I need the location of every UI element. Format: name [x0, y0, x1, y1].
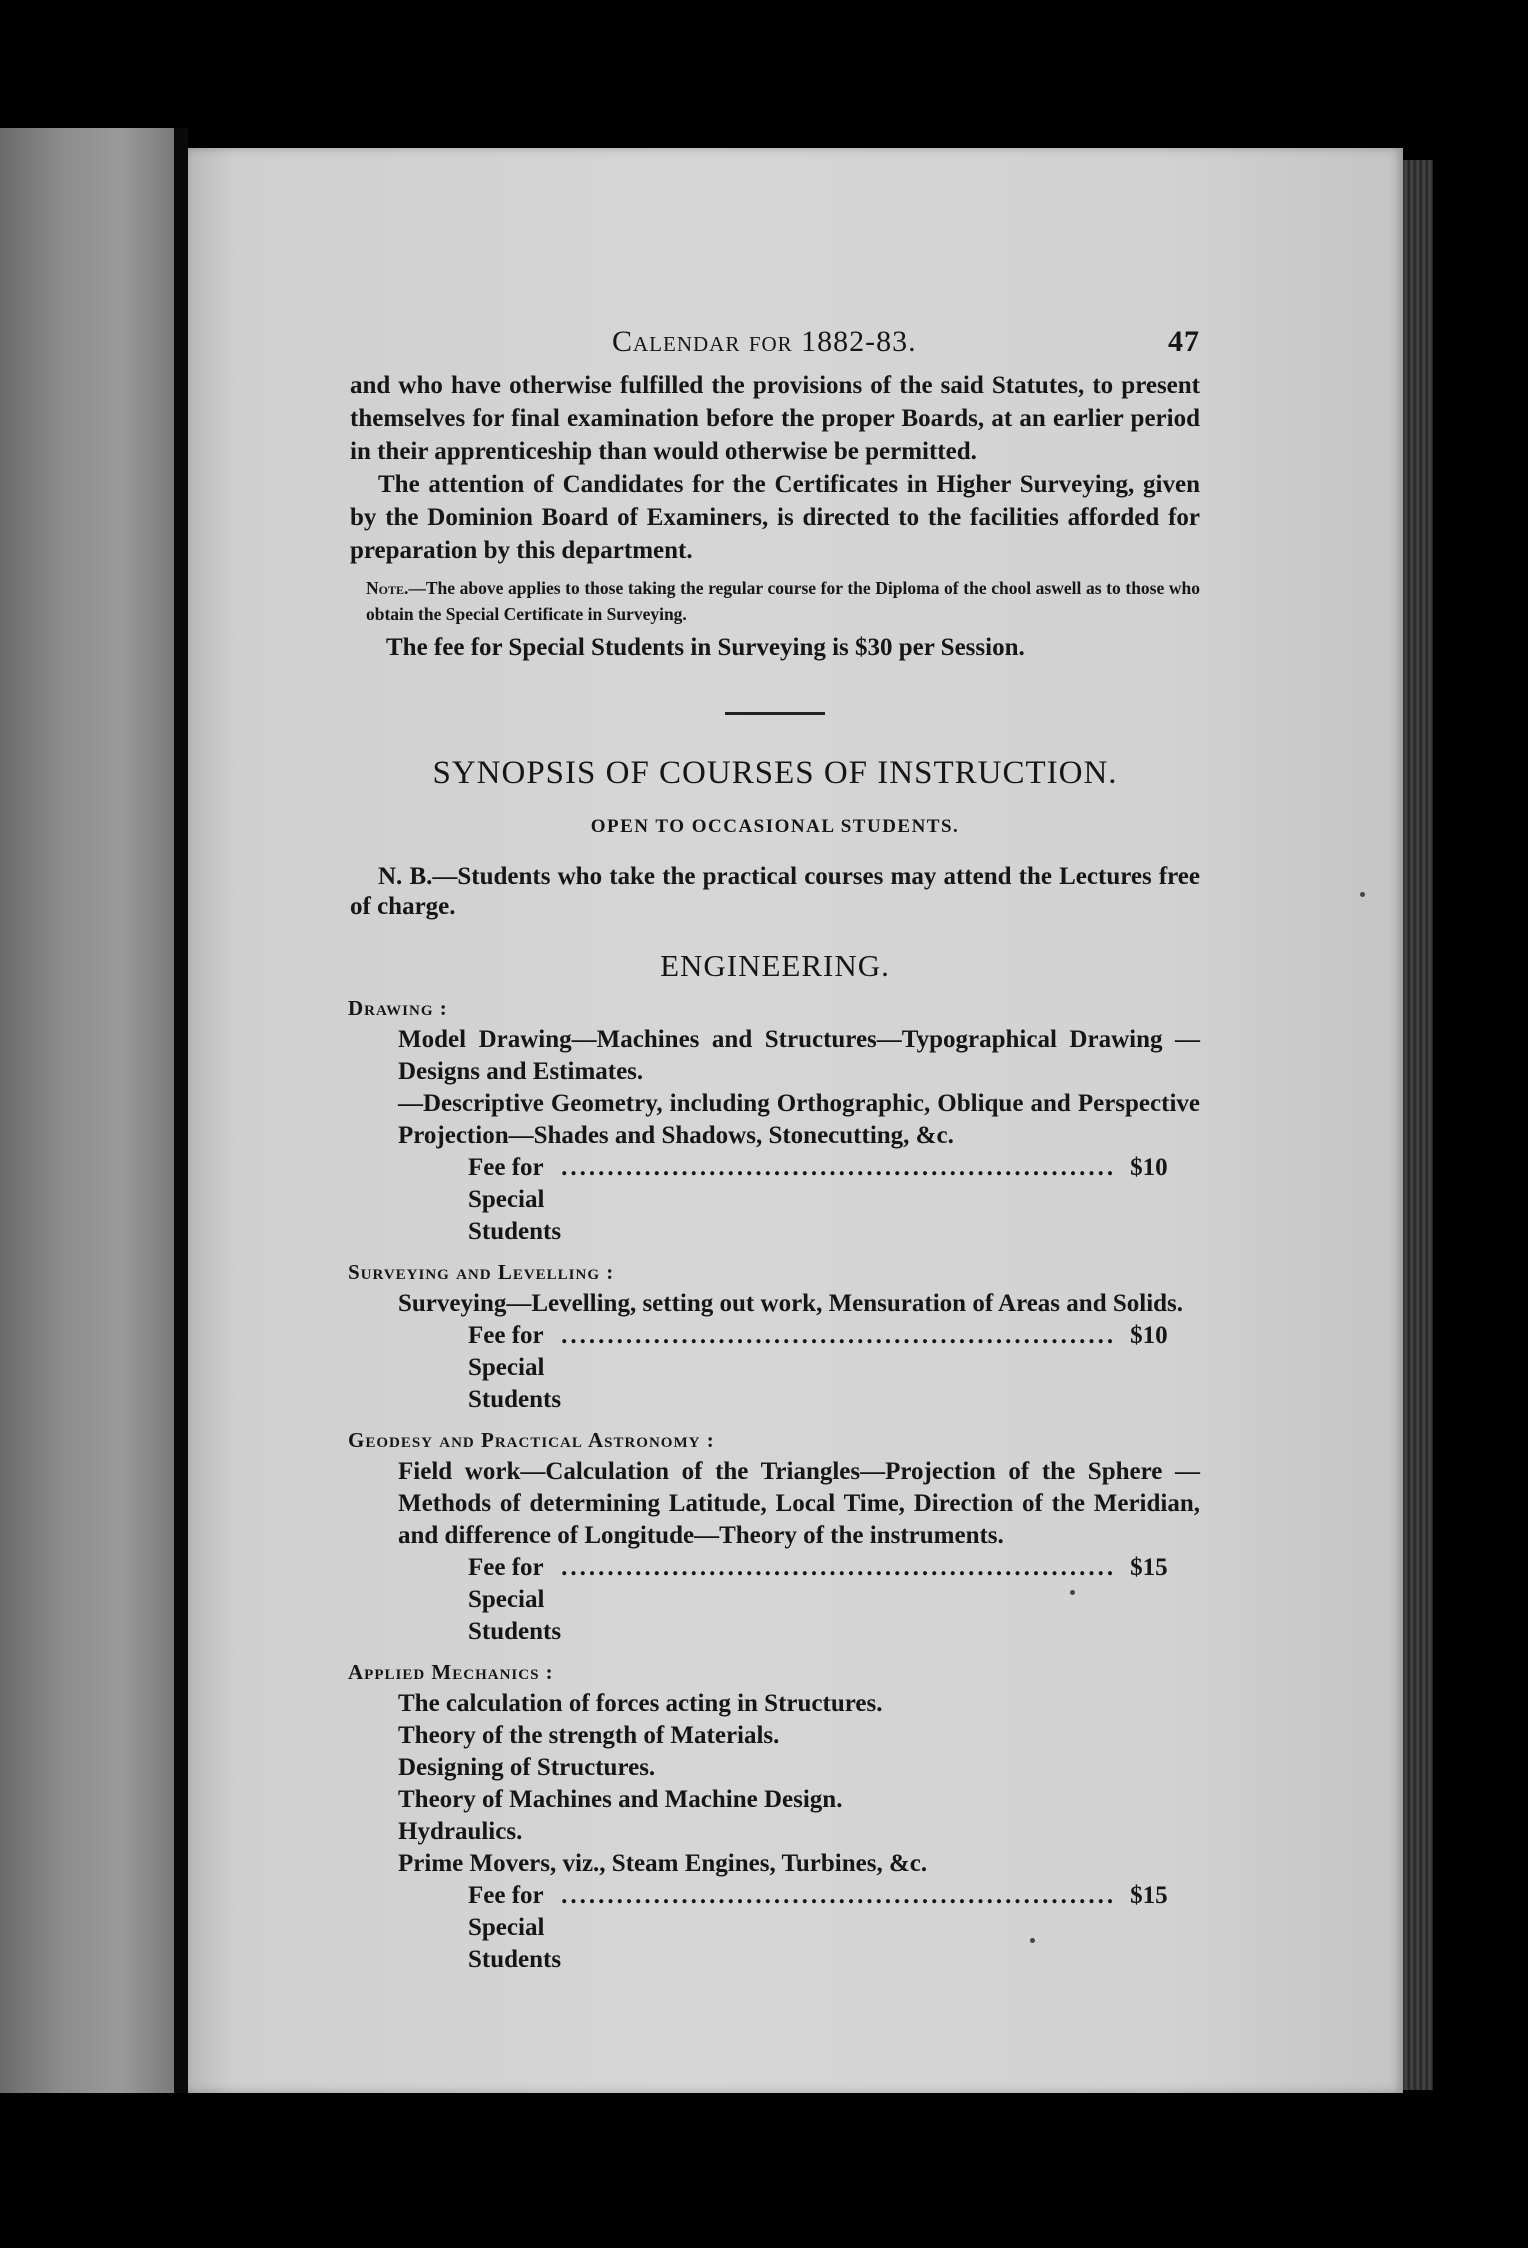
book-gutter	[174, 128, 188, 2093]
left-page-edge	[0, 128, 174, 2093]
engineering-heading: ENGINEERING.	[660, 948, 890, 983]
course-topic: Prime Movers, viz., Steam Engines, Turbines, &c.	[398, 1850, 928, 1877]
course-topic: Designing of Structures.	[398, 1754, 656, 1781]
page-content	[350, 325, 1200, 1976]
page-stack-edge	[1403, 160, 1433, 2090]
course-topic: Field work—Calculation of the Triangles—Projection of the Sphere —Methods of determining Latitude, Local Time, Direction of the Meridian, and difference of Longitude—Theory of the instruments.	[398, 1458, 1200, 1549]
course-fee	[468, 1552, 1168, 1648]
synopsis-subheading: OPEN TO OCCASIONAL STUDENTS.	[590, 816, 960, 837]
leader-dots: ............................................................	[561, 1154, 1117, 1181]
page-number: 47	[1168, 325, 1200, 358]
leader-dots: ............................................................	[561, 1322, 1117, 1349]
surveying-fee-line: The fee for Special Students in Surveying is $30 per Session.	[386, 634, 1025, 661]
course-title: Surveying and Levelling :	[348, 1260, 615, 1284]
course-block	[350, 1256, 1200, 1416]
course-topic: Theory of the strength of Materials.	[398, 1722, 780, 1749]
fee-label: Fee for Special Students	[468, 1554, 562, 1645]
leader-dots: ............................................................	[561, 1554, 1117, 1581]
fee-amount: $15	[1130, 1882, 1168, 1909]
running-title: Calendar for 1882-83.	[612, 325, 917, 358]
paragraph-higher-surveying: The attention of Candidates for the Certificates in Higher Surveying, given by the Dominion Board of Examiners, is directed to the facilities afforded for preparation by this department.	[350, 471, 1200, 564]
nb-paragraph: N. B.—Students who take the practical courses may attend the Lectures free of charge.	[350, 863, 1200, 920]
course-topic: Theory of Machines and Machine Design.	[398, 1786, 843, 1813]
fee-label: Fee for Special Students	[468, 1322, 562, 1413]
course-topic: Model Drawing—Machines and Structures—Typographical Drawing —Designs and Estimates.	[398, 1026, 1200, 1085]
course-topic: Surveying—Levelling, setting out work, Mensuration of Areas and Solids.	[398, 1290, 1184, 1317]
note-label: Note.	[366, 578, 409, 598]
fee-amount: $15	[1130, 1554, 1168, 1581]
course-fee	[468, 1152, 1168, 1248]
leader-dots: ............................................................	[561, 1882, 1117, 1909]
course-fee	[468, 1320, 1168, 1416]
course-topic: The calculation of forces acting in Structures.	[398, 1690, 883, 1717]
paper-speck	[1360, 892, 1365, 897]
fee-amount: $10	[1130, 1154, 1168, 1181]
course-block	[350, 1424, 1200, 1648]
course-fee	[468, 1880, 1168, 1976]
fee-label: Fee for Special Students	[468, 1154, 562, 1245]
note	[366, 575, 1200, 627]
paragraph-statutes: and who have otherwise fulfilled the provisions of the said Statutes, to present themselves for final examination before the proper Boards, at an earlier period in their apprenticeship than would otherwise be permitted.	[350, 372, 1200, 465]
running-header	[350, 325, 1200, 369]
course-list	[350, 992, 1200, 1976]
course-title: Geodesy and Practical Astronomy :	[348, 1428, 715, 1452]
course-title: Drawing :	[348, 996, 448, 1020]
fee-label: Fee for Special Students	[468, 1882, 562, 1973]
course-block	[350, 1656, 1200, 1976]
fee-amount: $10	[1130, 1322, 1168, 1349]
note-text: —The above applies to those taking the regular course for the Diploma of the chool aswell as to those who obtain the Special Certificate in Surveying.	[366, 578, 1200, 624]
course-block	[350, 992, 1200, 1248]
synopsis-heading: SYNOPSIS OF COURSES OF INSTRUCTION.	[432, 755, 1118, 791]
course-title: Applied Mechanics :	[348, 1660, 554, 1684]
course-topic: —Descriptive Geometry, including Orthographic, Oblique and Perspective Projection—Shades and Shadows, Stonecutting, &c.	[398, 1090, 1200, 1149]
course-topic: Hydraulics.	[398, 1818, 523, 1845]
section-divider	[725, 712, 825, 715]
